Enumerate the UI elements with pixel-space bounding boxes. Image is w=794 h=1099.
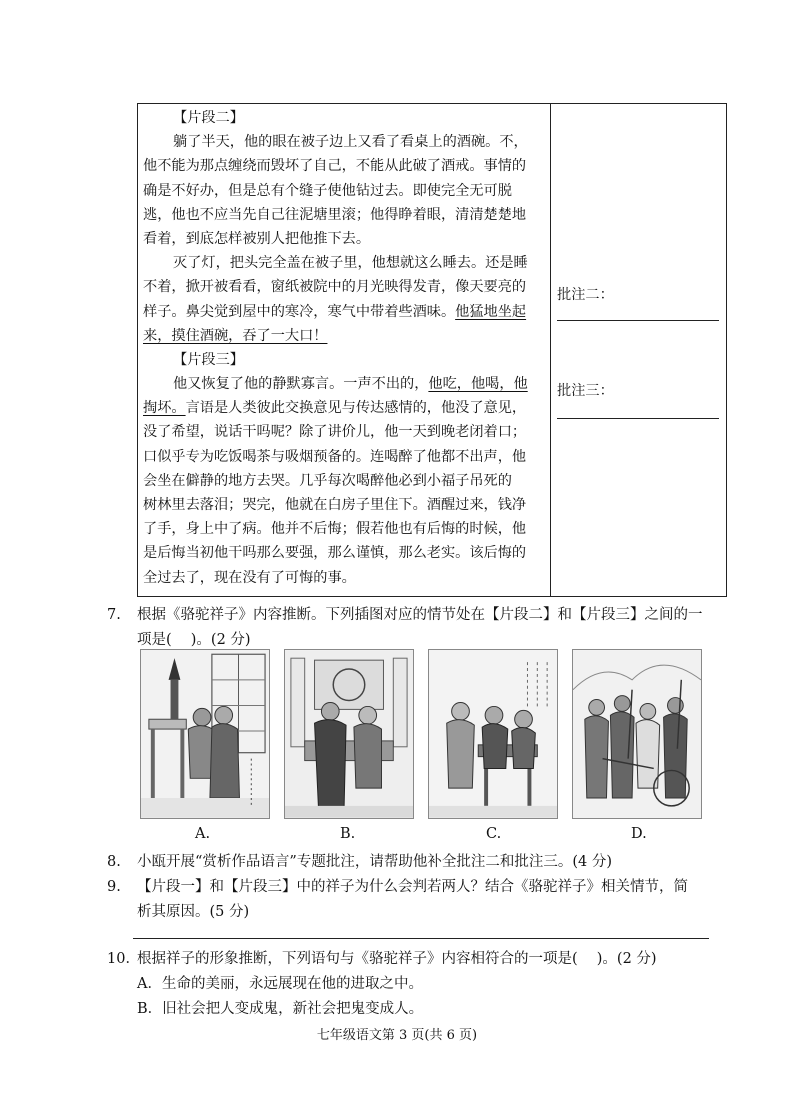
question-text: 小瓯开展“赏析作品语言”专题批注，请帮助他补全批注二和批注三。(4 分)	[137, 854, 612, 870]
annotation-3-label: 批注三：	[557, 383, 614, 399]
passage-line: 全过去了，现在没有了可悔的事。	[143, 569, 356, 586]
illustration-d-image	[573, 650, 701, 818]
passage-line: 了手，身上中了病。他并不后悔；假若他也有后悔的时候，他	[143, 521, 527, 538]
illustration-d[interactable]	[572, 649, 702, 819]
illustration-c-image	[429, 650, 557, 818]
passage-line	[143, 372, 543, 396]
passage-line: 他不能为那点缠绕而毁坏了自己，不能从此破了酒戒。事情的	[143, 158, 527, 175]
section3-title: 【片段三】	[173, 351, 244, 368]
question-7-line2: 项是( )。(2 分)	[137, 632, 251, 648]
illustration-c[interactable]	[428, 649, 558, 819]
passage-text-plain: 他又恢复了他的静默寡言。一声不出的，	[173, 376, 429, 393]
passage-line: 口似乎专为吃饭喝茶与吸烟预备的。连喝醉了他都不出声，他	[143, 448, 527, 465]
question-9-line2: 析其原因。(5 分)	[137, 904, 250, 920]
question-text: 【片段一】和【片段三】中的祥子为什么会判若两人？结合《骆驼祥子》相关情节，简	[137, 879, 688, 895]
passage-line: 逃，他也不应当先自己往泥塘里滚；他得睁着眼，清清楚楚地	[143, 206, 527, 223]
annotation-3-answer-line[interactable]	[557, 418, 719, 419]
passage-line	[143, 396, 543, 420]
question-9	[107, 875, 688, 896]
passage-line	[143, 300, 543, 324]
annotation-2-answer-line[interactable]	[557, 320, 719, 321]
table-divider	[550, 103, 551, 597]
question-number: 9.	[107, 879, 121, 895]
illustration-b[interactable]	[284, 649, 414, 819]
option-a-label: A.	[195, 826, 211, 842]
question-10	[107, 947, 657, 968]
question-10-option-a: A．生命的美丽，永远展现在他的进取之中。	[137, 976, 423, 992]
underlined-sentence: 来，摸住酒碗，吞了一大口！	[143, 327, 328, 344]
question-number: 7.	[107, 607, 121, 623]
passage-line: 会坐在僻静的地方去哭。几乎每次喝醉他必到小福子吊死的	[143, 472, 512, 489]
passage-line: 没了希望，说话干吗呢？除了讲价儿，他一天到晚老闭着口；	[143, 424, 527, 441]
page-footer: 七年级语文第 3 页(共 6 页)	[316, 1028, 478, 1043]
question-text: 根据《骆驼祥子》内容推断。下列插图对应的情节处在【片段二】和【片段三】之间的一	[137, 607, 703, 623]
passage-text-plain: 样子。鼻尖觉到屋中的寒冷，寒气中带着些酒味。	[143, 303, 456, 320]
passage-text-plain: 言语是人类彼此交换意见与传达感情的，他没了意见，	[185, 400, 527, 417]
passage-line: 躺了半天，他的眼在被子边上又看了看桌上的酒碗。不，	[173, 134, 528, 151]
question-text: 根据祥子的形象推断，下列语句与《骆驼祥子》内容相符合的一项是( )。(2 分)	[137, 951, 657, 967]
question-8	[107, 850, 612, 871]
option-c-label: C.	[486, 826, 502, 842]
illustration-b-image	[285, 650, 413, 818]
illustration-a-image	[141, 650, 269, 818]
question-number: 10．	[107, 951, 140, 967]
passage-line: 是后悔当初他干吗那么要强，那么谨慎，那么老实。该后悔的	[143, 545, 527, 562]
question-7	[107, 603, 703, 624]
passage-text	[143, 106, 543, 590]
option-b-label: B.	[340, 826, 356, 842]
passage-line: 看着，到底怎样被别人把他推下去。	[143, 230, 371, 247]
passage-line: 不着，掀开被看看，窗纸被院中的月光映得发青，像天要亮的	[143, 279, 527, 296]
annotation-2-label: 批注二：	[557, 287, 614, 303]
question-10-option-b: B．旧社会把人变成鬼，新社会把鬼变成人。	[137, 1001, 424, 1017]
underlined-sentence: 他吃，他喝，他	[428, 376, 528, 393]
passage-line: 确是不好办，但是总有个缝子使他钻过去。即使完全无可脱	[143, 182, 512, 199]
underlined-sentence: 他猛地坐起	[455, 303, 527, 320]
passage-line: 灭了灯，把头完全盖在被子里，他想就这么睡去。还是睡	[173, 255, 528, 272]
section2-title: 【片段二】	[173, 110, 244, 126]
passage-line: 树林里去落泪；哭完，他就在白房子里住下。酒醒过来，钱净	[143, 497, 527, 513]
option-d-label: D.	[631, 826, 647, 842]
question-number: 8.	[107, 854, 121, 870]
illustration-a[interactable]	[140, 649, 270, 819]
underlined-sentence: 掏坏。	[143, 400, 186, 417]
passage-line	[143, 324, 543, 348]
question-9-answer-line[interactable]	[133, 938, 709, 939]
